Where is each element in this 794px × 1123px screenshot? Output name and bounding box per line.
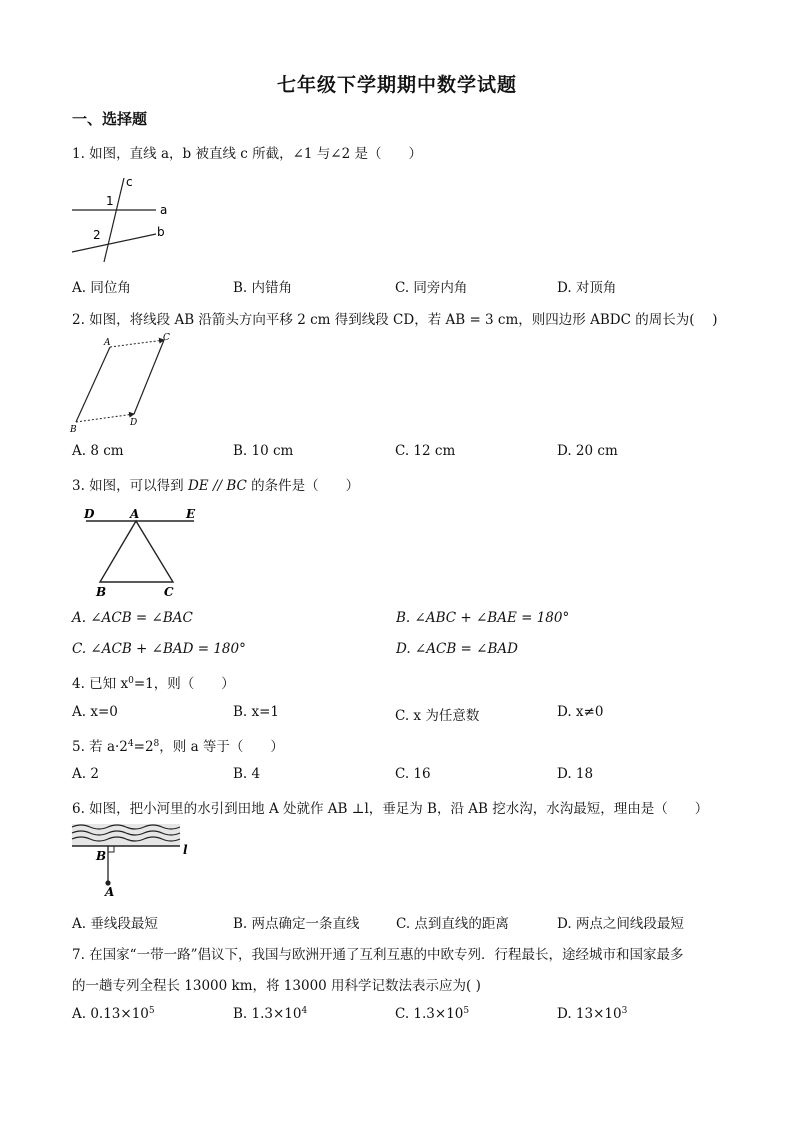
- page-title: 七年级下学期期中数学试题: [276, 74, 517, 96]
- question-5-stem: [72, 735, 284, 755]
- q3-label-d: D: [84, 507, 95, 521]
- q2-option-d[interactable]: D. 20 cm: [557, 443, 618, 459]
- q5-stem-part-b: =2: [133, 739, 154, 755]
- q3-label-c: C: [164, 585, 174, 599]
- q7-option-a[interactable]: [72, 1006, 155, 1022]
- q7-option-b[interactable]: [233, 1006, 307, 1022]
- q5-stem-part-c: ，则 a 等于（ ）: [159, 739, 284, 755]
- q4-stem-part-a: 4. 已知 x: [72, 676, 129, 692]
- q1-label-1: 1: [106, 194, 114, 208]
- q1-label-a: a: [160, 203, 168, 217]
- q2-option-a[interactable]: A. 8 cm: [72, 443, 124, 459]
- q2-option-b[interactable]: B. 10 cm: [233, 443, 294, 459]
- q6-label-l: l: [183, 843, 188, 857]
- q6-option-a[interactable]: A. 垂线段最短: [72, 916, 158, 932]
- q3-label-b: B: [96, 585, 107, 599]
- q2-label-c: C: [163, 333, 170, 343]
- q7-option-b-base: B. 1.3×10: [233, 1006, 302, 1022]
- question-3-figure: [80, 502, 210, 602]
- question-1-figure: [68, 172, 188, 267]
- q1-option-c[interactable]: C. 同旁内角: [395, 280, 468, 296]
- q3-option-c[interactable]: C. ∠ACB + ∠BAD = 180°: [72, 641, 246, 657]
- q1-label-2: 2: [93, 228, 101, 242]
- q2-label-a: A: [104, 338, 111, 348]
- q7-option-b-exp: 4: [301, 1006, 308, 1016]
- q3-stem-math: DE // BC: [187, 478, 247, 494]
- q4-option-d[interactable]: D. x≠0: [557, 704, 604, 720]
- q6-option-d[interactable]: D. 两点之间线段最短: [557, 916, 684, 932]
- q1-option-d[interactable]: D. 对顶角: [557, 280, 617, 296]
- question-2-figure: [66, 330, 181, 435]
- q5-exponent-1: 4: [127, 739, 134, 749]
- q3-option-b[interactable]: B. ∠ABC + ∠BAE = 180°: [396, 610, 570, 626]
- question-1-stem: 1. 如图，直线 a，b 被直线 c 所截，∠1 与∠2 是（ ）: [72, 146, 422, 162]
- q4-stem-part-b: =1，则（ ）: [133, 676, 235, 692]
- q7-option-c-exp: 5: [463, 1006, 470, 1016]
- q4-exponent: 0: [128, 676, 134, 686]
- q7-option-c[interactable]: [395, 1006, 469, 1022]
- q7-option-d[interactable]: [557, 1006, 627, 1022]
- q3-option-a[interactable]: A. ∠ACB = ∠BAC: [72, 610, 193, 626]
- q5-option-d[interactable]: D. 18: [557, 766, 594, 782]
- question-7-line-2: 的一趟专列全程长 13000 km，将 13000 用科学记数法表示应为( ): [72, 978, 481, 994]
- q5-stem-part-a: 5. 若 a·2: [72, 739, 128, 755]
- question-3-stem: [72, 474, 359, 494]
- question-6-stem: 6. 如图，把小河里的水引到田地 A 处就作 AB ⊥l，垂足为 B，沿 AB 挖水沟，水沟最短，理由是（ ）: [72, 801, 709, 817]
- q3-label-a: A: [130, 507, 140, 521]
- q5-option-b[interactable]: B. 4: [233, 766, 261, 782]
- q6-label-b: B: [96, 849, 107, 863]
- q2-label-b: B: [70, 425, 77, 435]
- q6-option-b[interactable]: B. 两点确定一条直线: [233, 916, 360, 932]
- question-7-line-1: 7. 在国家“一带一路”倡议下，我国与欧洲开通了互利互惠的中欧专列．行程最长，途经城市和国家最多: [72, 947, 684, 963]
- section-heading: 一、选择题: [72, 110, 148, 128]
- q3-stem-prefix: 3. 如图，可以得到: [72, 478, 188, 494]
- q6-option-c[interactable]: C. 点到直线的距离: [396, 916, 509, 932]
- q2-option-c[interactable]: C. 12 cm: [395, 443, 456, 459]
- q4-option-c[interactable]: C. x 为任意数: [395, 708, 480, 724]
- q7-option-a-base: A. 0.13×10: [72, 1006, 149, 1022]
- q4-option-a[interactable]: A. x=0: [72, 704, 118, 720]
- q3-option-d[interactable]: D. ∠ACB = ∠BAD: [396, 641, 518, 657]
- q2-label-d: D: [130, 418, 138, 428]
- q1-label-c: c: [126, 175, 133, 189]
- q5-option-c[interactable]: C. 16: [395, 766, 431, 782]
- question-4-stem: [72, 672, 235, 692]
- q1-label-b: b: [157, 225, 165, 239]
- q5-option-a[interactable]: A. 2: [72, 766, 99, 782]
- q5-exponent-2: 8: [153, 739, 160, 749]
- q7-option-a-exp: 5: [148, 1006, 155, 1016]
- q7-option-c-base: C. 1.3×10: [395, 1006, 464, 1022]
- q1-option-b[interactable]: B. 内错角: [233, 280, 293, 296]
- q3-stem-suffix: 的条件是（ ）: [246, 478, 360, 494]
- q4-option-b[interactable]: B. x=1: [233, 704, 280, 720]
- question-6-figure: [70, 820, 195, 898]
- q7-option-d-base: D. 13×10: [557, 1006, 622, 1022]
- q1-option-a[interactable]: A. 同位角: [72, 280, 131, 296]
- q6-label-a: A: [105, 885, 115, 898]
- q3-label-e: E: [186, 507, 196, 521]
- q7-option-d-exp: 3: [621, 1006, 628, 1016]
- question-2-stem: 2. 如图，将线段 AB 沿箭头方向平移 2 cm 得到线段 CD，若 AB = 3 cm，则四边形 ABDC 的周长为( ): [72, 312, 718, 328]
